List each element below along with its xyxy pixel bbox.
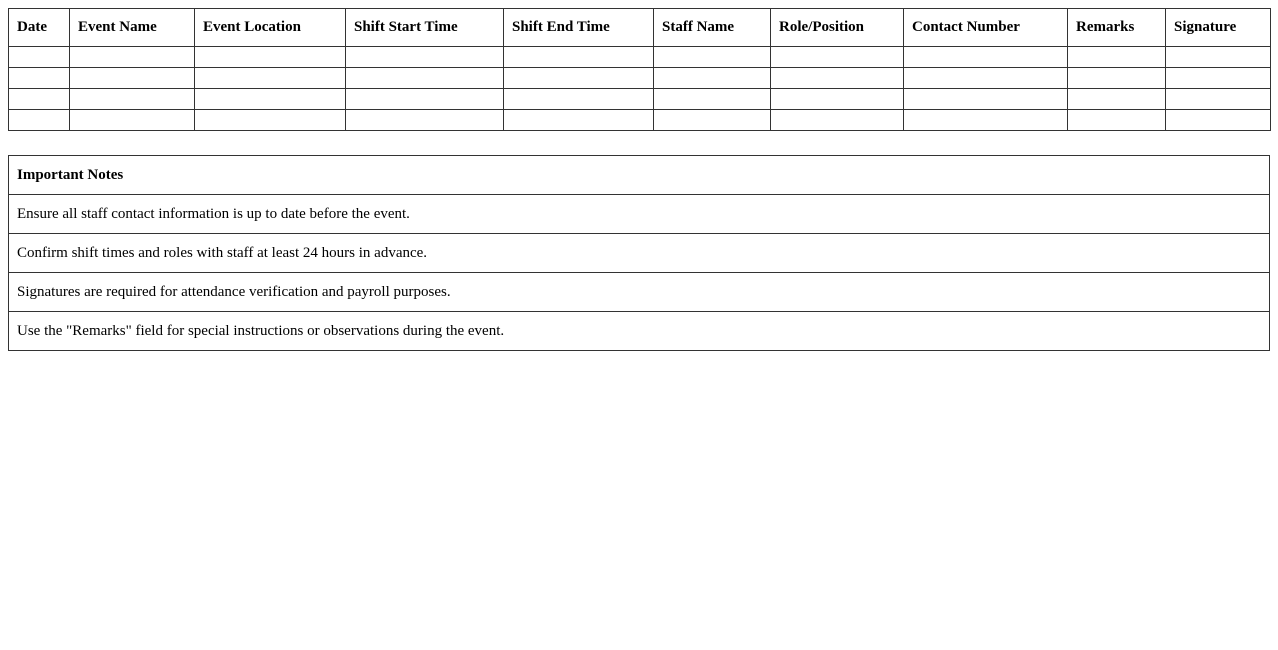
table-cell[interactable] — [654, 110, 771, 131]
table-cell[interactable] — [70, 68, 195, 89]
table-cell[interactable] — [1166, 110, 1271, 131]
table-cell[interactable] — [70, 47, 195, 68]
table-cell[interactable] — [771, 89, 904, 110]
table-cell[interactable] — [9, 89, 70, 110]
note-row — [9, 195, 1270, 234]
table-cell[interactable] — [195, 47, 346, 68]
column-header-shift-end-time: Shift End Time — [504, 9, 654, 47]
table-cell[interactable] — [654, 68, 771, 89]
table-cell[interactable] — [195, 89, 346, 110]
note-item: Confirm shift times and roles with staff at least 24 hours in advance. — [9, 234, 1270, 273]
table-cell[interactable] — [9, 68, 70, 89]
note-row — [9, 273, 1270, 312]
table-cell[interactable] — [904, 47, 1068, 68]
table-cell[interactable] — [904, 89, 1068, 110]
column-header-remarks: Remarks — [1068, 9, 1166, 47]
table-cell[interactable] — [504, 68, 654, 89]
table-cell[interactable] — [1068, 89, 1166, 110]
table-cell[interactable] — [1166, 89, 1271, 110]
table-cell[interactable] — [9, 47, 70, 68]
table-cell[interactable] — [771, 110, 904, 131]
column-header-event-location: Event Location — [195, 9, 346, 47]
table-cell[interactable] — [195, 110, 346, 131]
note-row — [9, 312, 1270, 351]
table-row — [9, 89, 1271, 110]
table-cell[interactable] — [195, 68, 346, 89]
table-cell[interactable] — [654, 89, 771, 110]
table-cell[interactable] — [1068, 110, 1166, 131]
table-header-row — [9, 9, 1271, 47]
table-cell[interactable] — [70, 110, 195, 131]
table-cell[interactable] — [504, 89, 654, 110]
table-cell[interactable] — [346, 110, 504, 131]
table-cell[interactable] — [504, 47, 654, 68]
table-row — [9, 47, 1271, 68]
table-cell[interactable] — [70, 89, 195, 110]
table-cell[interactable] — [1068, 68, 1166, 89]
table-cell[interactable] — [904, 68, 1068, 89]
table-cell[interactable] — [346, 89, 504, 110]
column-header-signature: Signature — [1166, 9, 1271, 47]
note-row — [9, 234, 1270, 273]
notes-header-row — [9, 156, 1270, 195]
important-notes-table — [8, 155, 1270, 351]
table-cell[interactable] — [654, 47, 771, 68]
table-cell[interactable] — [9, 110, 70, 131]
column-header-date: Date — [9, 9, 70, 47]
table-cell[interactable] — [504, 110, 654, 131]
column-header-staff-name: Staff Name — [654, 9, 771, 47]
table-cell[interactable] — [346, 47, 504, 68]
note-item: Signatures are required for attendance verification and payroll purposes. — [9, 273, 1270, 312]
column-header-shift-start-time: Shift Start Time — [346, 9, 504, 47]
table-row — [9, 110, 1271, 131]
table-row — [9, 68, 1271, 89]
table-cell[interactable] — [771, 47, 904, 68]
table-cell[interactable] — [1166, 47, 1271, 68]
table-cell[interactable] — [346, 68, 504, 89]
table-cell[interactable] — [1166, 68, 1271, 89]
note-item: Ensure all staff contact information is up to date before the event. — [9, 195, 1270, 234]
notes-title: Important Notes — [9, 156, 1270, 195]
table-cell[interactable] — [771, 68, 904, 89]
column-header-contact-number: Contact Number — [904, 9, 1068, 47]
column-header-role-position: Role/Position — [771, 9, 904, 47]
table-cell[interactable] — [904, 110, 1068, 131]
staff-schedule-table — [8, 8, 1271, 131]
note-item: Use the "Remarks" field for special instructions or observations during the event. — [9, 312, 1270, 351]
table-cell[interactable] — [1068, 47, 1166, 68]
column-header-event-name: Event Name — [70, 9, 195, 47]
